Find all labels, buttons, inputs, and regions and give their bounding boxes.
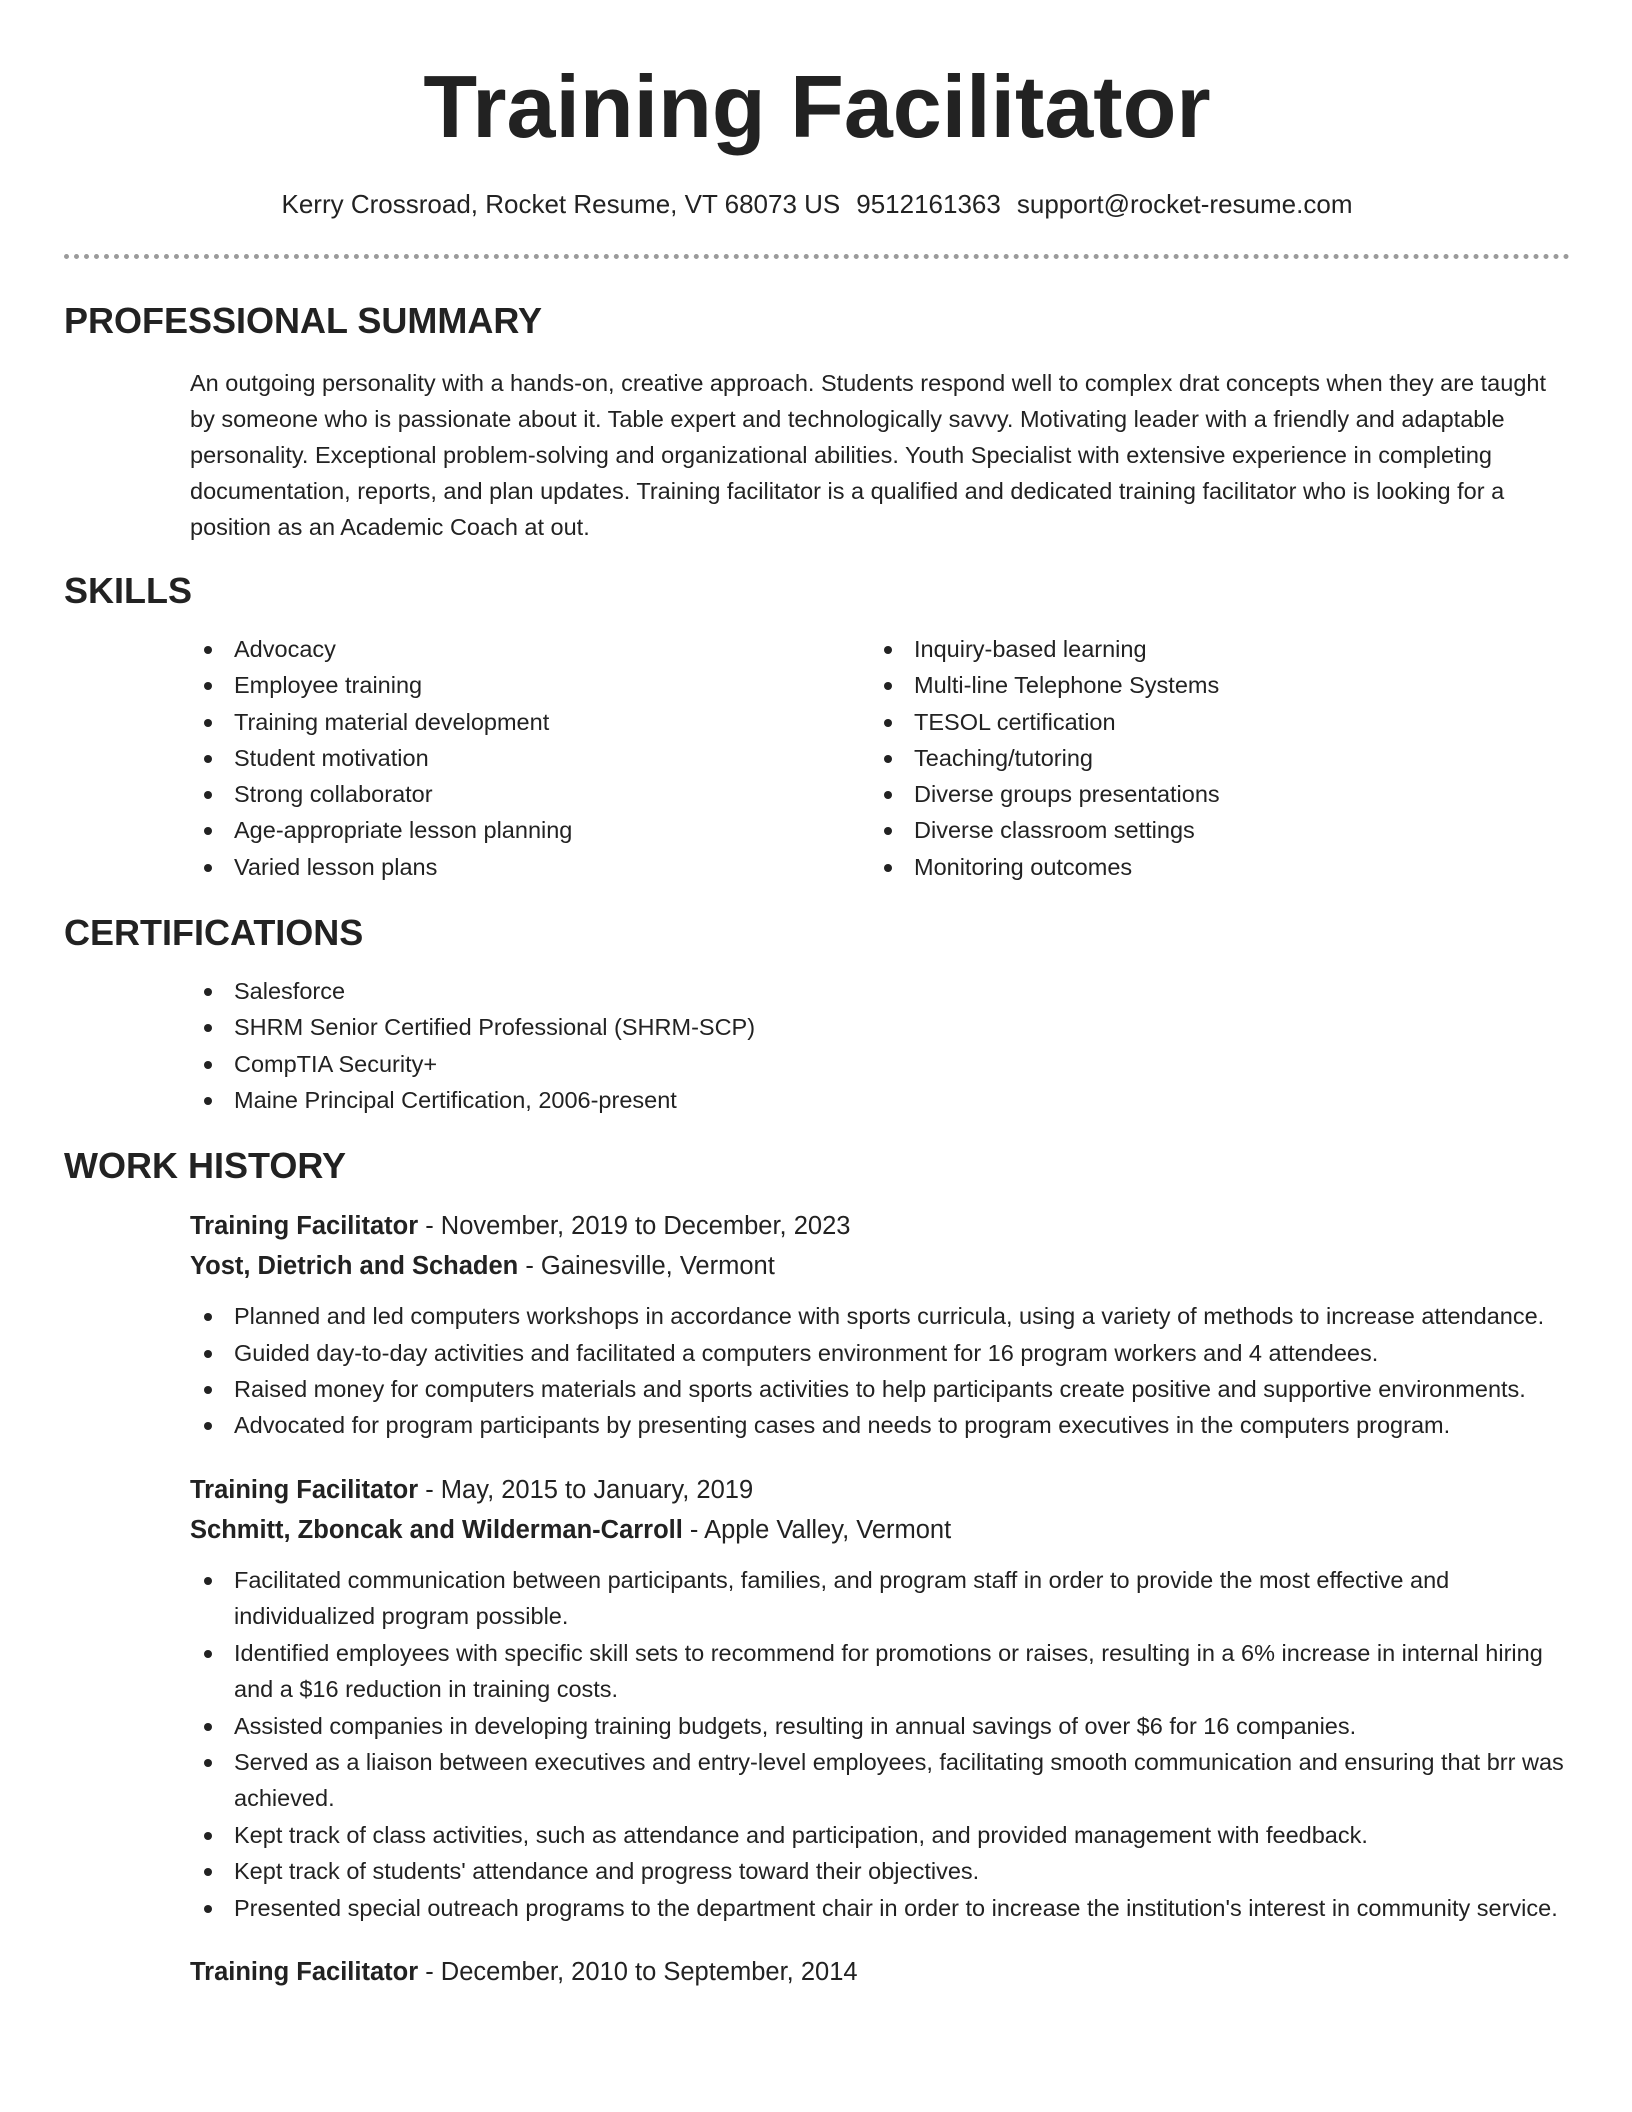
skills-list-right <box>870 631 1550 885</box>
job-bullet: Guided day-to-day activities and facilitated a computers environment for 16 program workers and 4 attendees. <box>190 1335 1570 1371</box>
job-company: Yost, Dietrich and Schaden <box>190 1252 519 1281</box>
job-role: Training Facilitator <box>190 1475 419 1504</box>
job-dates: - November, 2019 to December, 2023 <box>418 1212 851 1241</box>
certifications-list <box>190 973 1570 1118</box>
summary-heading: PROFESSIONAL SUMMARY <box>64 300 543 341</box>
header-divider <box>64 254 1570 259</box>
certifications-heading: CERTIFICATIONS <box>64 912 364 954</box>
certification-item: Salesforce <box>190 973 1570 1009</box>
work-history-heading: WORK HISTORY <box>64 1145 347 1187</box>
skills-columns <box>190 631 1570 885</box>
job-bullet: Planned and led computers workshops in accordance with sports curricula, using a variety of methods to increase attendance. <box>190 1298 1570 1334</box>
skill-item: Employee training <box>190 667 870 703</box>
job-bullet: Presented special outreach programs to the department chair in order to increase the institution's interest in community service. <box>190 1890 1570 1926</box>
job-role: Training Facilitator <box>190 1212 419 1241</box>
job-dates: - May, 2015 to January, 2019 <box>418 1475 754 1504</box>
skill-item: Training material development <box>190 704 870 740</box>
skill-item: Inquiry-based learning <box>870 631 1550 667</box>
skill-item: Age-appropriate lesson planning <box>190 812 870 848</box>
job-location: - Gainesville, Vermont <box>518 1252 775 1281</box>
job-company-line <box>190 1246 1570 1286</box>
job-title-line <box>190 1206 1570 1246</box>
job-bullets <box>190 1562 1570 1926</box>
resume-page <box>64 0 1570 1992</box>
skill-item: Advocacy <box>190 631 870 667</box>
skill-item: Monitoring outcomes <box>870 849 1550 885</box>
certification-item: Maine Principal Certification, 2006-present <box>190 1082 1570 1118</box>
resume-name: Training Facilitator <box>423 57 1211 156</box>
skill-item: TESOL certification <box>870 704 1550 740</box>
contact-phone: 9512161363 <box>856 189 1001 219</box>
job-location: - Apple Valley, Vermont <box>682 1515 952 1544</box>
job-bullet: Advocated for program participants by presenting cases and needs to program executives in the computers program. <box>190 1407 1570 1443</box>
skill-item: Strong collaborator <box>190 776 870 812</box>
skill-item: Diverse groups presentations <box>870 776 1550 812</box>
skills-heading: SKILLS <box>64 570 193 611</box>
certification-item: SHRM Senior Certified Professional (SHRM-SCP) <box>190 1009 1570 1045</box>
job-entry <box>190 1470 1570 1926</box>
job-title-line <box>190 1952 1570 1992</box>
job-entry <box>190 1206 1570 1444</box>
skill-item: Multi-line Telephone Systems <box>870 667 1550 703</box>
contact-address: Kerry Crossroad, Rocket Resume, VT 68073 US <box>281 189 841 219</box>
contact-line <box>64 188 1570 220</box>
job-bullet: Raised money for computers materials and sports activities to help participants create positive and supportive environments. <box>190 1371 1570 1407</box>
job-dates: - December, 2010 to September, 2014 <box>418 1957 858 1986</box>
job-bullet: Assisted companies in developing training budgets, resulting in annual savings of over $6 for 16 companies. <box>190 1708 1570 1744</box>
skill-item: Varied lesson plans <box>190 849 870 885</box>
job-bullet: Served as a liaison between executives and entry-level employees, facilitating smooth communication and ensuring that brr was achieved. <box>190 1744 1570 1817</box>
job-bullet: Kept track of class activities, such as attendance and participation, and provided management with feedback. <box>190 1817 1570 1853</box>
certification-item: CompTIA Security+ <box>190 1046 1570 1082</box>
skill-item: Teaching/tutoring <box>870 740 1550 776</box>
job-company-line <box>190 1510 1570 1550</box>
contact-email: support@rocket-resume.com <box>1016 189 1353 219</box>
job-role: Training Facilitator <box>190 1957 419 1986</box>
job-bullet: Facilitated communication between participants, families, and program staff in order to provide the most effective and individualized program possible. <box>190 1562 1570 1635</box>
job-bullet: Identified employees with specific skill sets to recommend for promotions or raises, resulting in a 6% increase in internal hiring and a $16 reduction in training costs. <box>190 1635 1570 1708</box>
job-bullets <box>190 1298 1570 1444</box>
job-bullet: Kept track of students' attendance and progress toward their objectives. <box>190 1853 1570 1889</box>
skills-list-left <box>190 631 870 885</box>
job-title-line <box>190 1470 1570 1510</box>
summary-text: An outgoing personality with a hands-on, creative approach. Students respond well to complex drat concepts when they are taught by someone who is passionate about it. Table expert and technologically savvy. Motivating leader with a friendly and adaptable personality. Exceptional problem-solving and organizational abilities. Youth Specialist with extensive experience in completing documentation, reports, and plan updates. Training facilitator is a qualified and dedicated training facilitator who is looking for a position as an Academic Coach at out. <box>190 370 1546 540</box>
job-company: Schmitt, Zboncak and Wilderman-Carroll <box>190 1515 683 1544</box>
skill-item: Student motivation <box>190 740 870 776</box>
skill-item: Diverse classroom settings <box>870 812 1550 848</box>
job-entry <box>190 1952 1570 1992</box>
